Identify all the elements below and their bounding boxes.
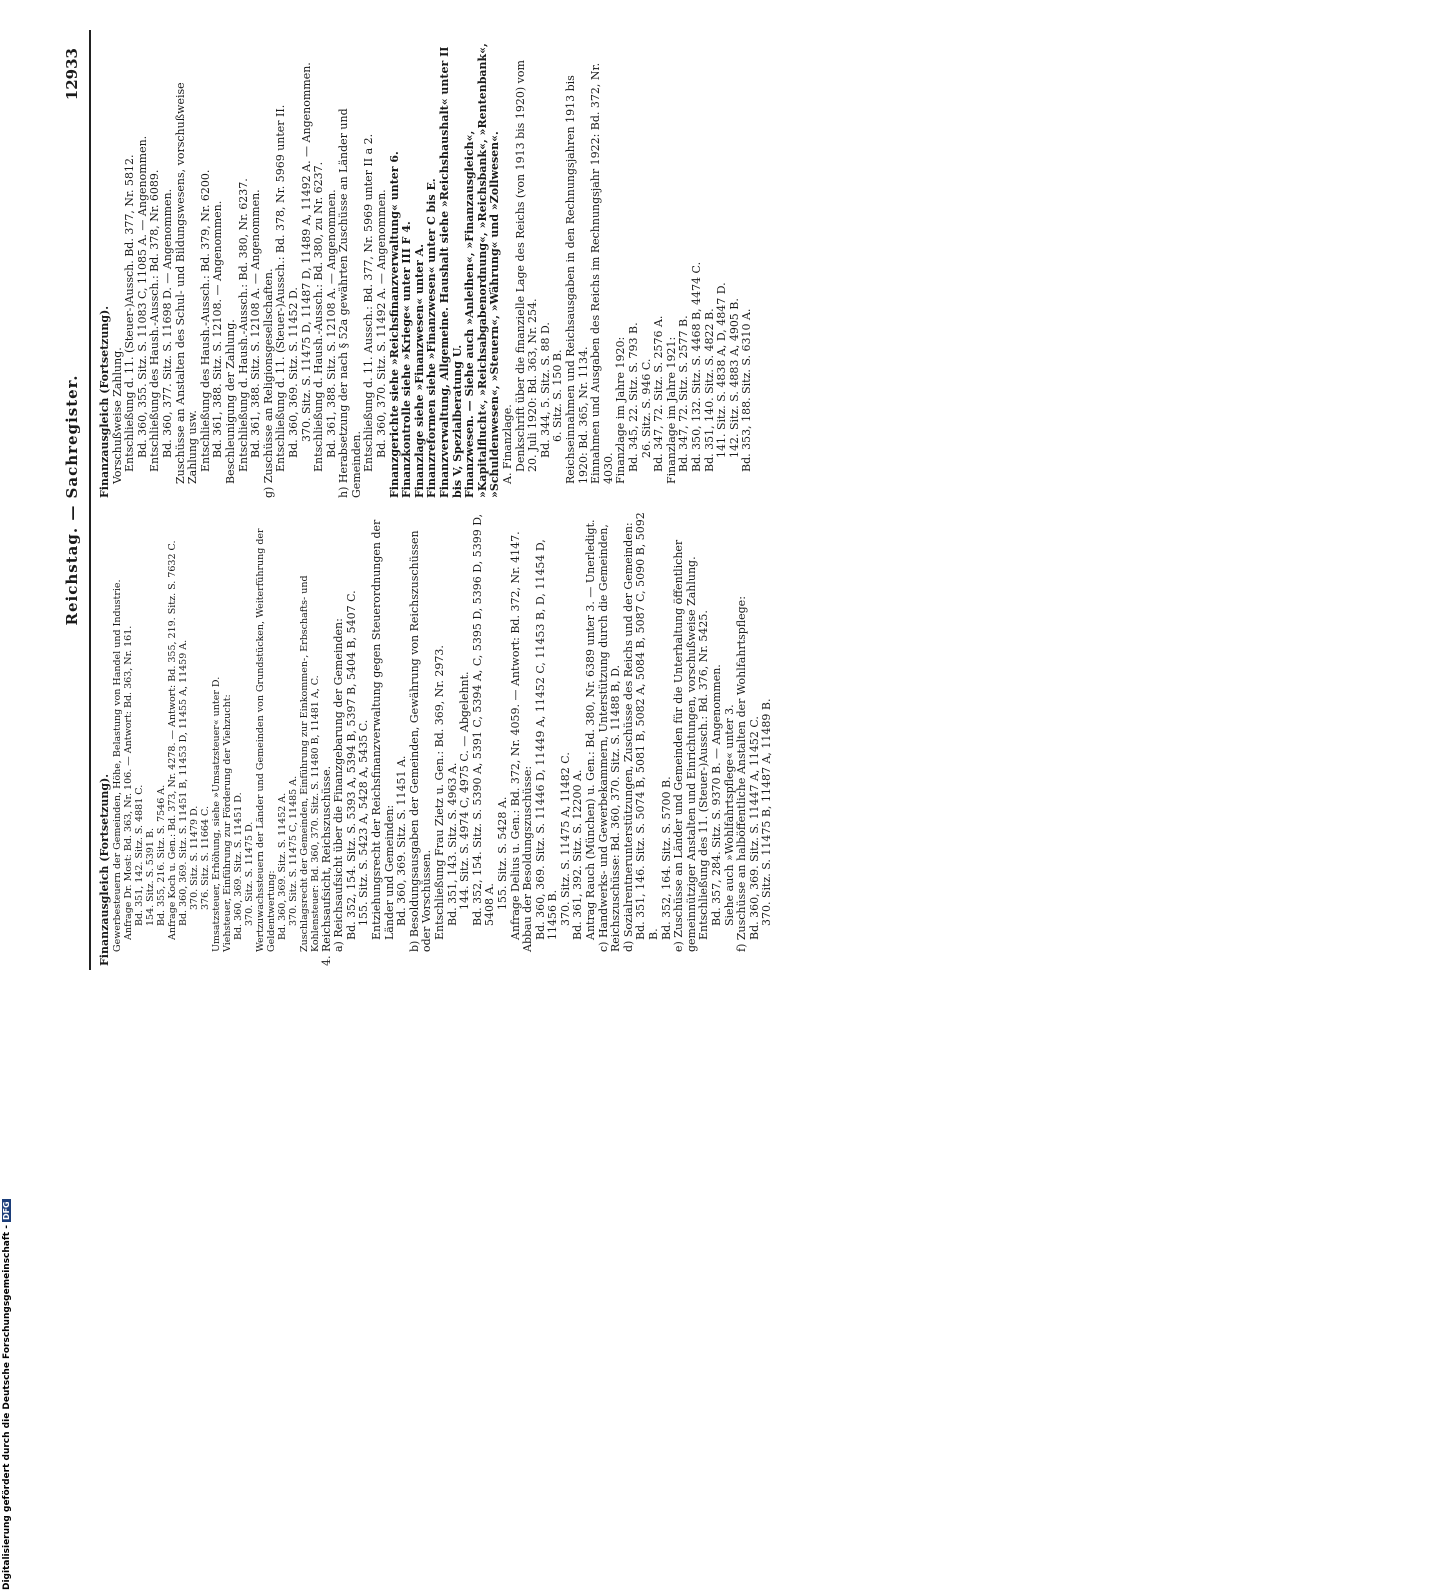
register-entry: 154. Sitz. S. 5391 B.: [144, 828, 156, 926]
register-entry: Bd. 360, 369. Sitz. S. 11452 A.: [276, 792, 288, 940]
page-number: 12933: [63, 48, 81, 101]
register-entry: Bd. 351, 140. Sitz. S. 4822 B.: [702, 308, 716, 472]
header-rule: [89, 30, 91, 970]
register-entry: Finanzgerichte siehe »Reichsfinanzverwaltung« unter 6.: [387, 151, 401, 498]
register-entry: Einnahmen und Ausgaben des Reichs im Rechnungsjahr 1922: Bd. 372, Nr. 4030.: [589, 62, 615, 484]
funding-text: Digitalisierung gefördert durch die Deutsche Forschungsgemeinschaft -: [2, 1225, 12, 1590]
register-entry: Bd. 361, 388. Sitz. S. 12108. — Angenommen.: [211, 200, 225, 458]
register-entry: Bd. 360, 369. Sitz. S. 11446 D, 11449 A, 11452 C, 11453 B, D, 11454 D, 11456 B.: [533, 539, 560, 940]
register-entry: Siehe auch »Wohlfahrtspflege« unter 3.: [722, 704, 736, 926]
register-entry: Bd. 357, 284. Sitz. S. 9370 B. — Angenommen.: [710, 664, 723, 926]
register-entry: Gewerbesteuern der Gemeinden, Höhe, Belastung von Handel und Industrie.: [111, 579, 123, 952]
register-entry: Anfrage Dr. Most: Bd. 363, Nr. 106. — Antwort: Bd. 363, Nr. 161.: [122, 625, 134, 940]
register-entry: Bd. 360, 369. Sitz. S. 11451 A.: [395, 755, 409, 926]
register-entry: 370. Sitz. S. 11479 D.: [188, 805, 200, 910]
register-entry: 376. Sitz. S. 11664 C.: [199, 806, 211, 910]
register-entry: Beschleunigung der Zahlung.: [223, 319, 237, 484]
register-entry: 155. Sitz. S. 5428 A.: [495, 796, 509, 910]
register-entry: 370. Sitz. S. 11475 D.: [243, 821, 255, 926]
register-entry: 26. Sitz. S. 946 C.: [639, 358, 653, 458]
register-entry: Entschließung d. 11. (Steuer-)Aussch. Bd. 377, Nr. 5812.: [123, 154, 137, 472]
register-entry: 144. Sitz. S. 4974 C, 4975 C. — Abgelehnt.: [458, 671, 472, 910]
register-entry: Bd. 360, 370. Sitz. S. 11492 A. — Angenommen.: [375, 189, 389, 458]
register-entry: 370. Sitz. S. 11475 C, 11485 A.: [287, 775, 299, 926]
register-entry: Finanzausgleich (Fortsetzung).: [98, 305, 111, 498]
register-entry: 370. Sitz. S. 11475 B, 11487 A, 11489 B.: [760, 698, 774, 926]
register-entry: Anfrage Koch u. Gen.: Bd. 373, Nr. 4278. — Antwort: Bd. 355, 219. Sitz. S. 7632 C.: [166, 540, 178, 940]
register-entry: 155. Sitz. S. 5423 A, 5428 A, 5435 C.: [357, 719, 371, 926]
register-entry: Bd. 347, 72. Sitz. S. 2576 A.: [652, 315, 666, 472]
register-entry: Finanzreformen siehe »Finanzwesen« unter C bis E.: [425, 178, 439, 498]
register-entry: a) Reichsaufsicht über die Finanzgebarung der Gemeinden:: [332, 618, 346, 952]
register-entry: Finanzlage im Jahre 1920:: [614, 336, 628, 484]
register-entry: Finanzwesen. — Siehe auch »Anleihen«, »Finanzausgleich«, »Kapitalflucht«, »Reichsabgabenordnung«, »Reichsbank«, »Rentenbank«, »Schuldenwesen«, »Steuern«, »Währung« und »Zollwesen«.: [463, 43, 502, 498]
register-entry: 141. Sitz. S. 4838 A, D, 4847 D.: [715, 282, 729, 458]
left-column: [99, 511, 774, 966]
register-entry: Bd. 360, 369. Sitz. S. 11451 D.: [232, 792, 244, 940]
register-entry: Abbau der Besoldungszuschüsse:: [521, 765, 535, 952]
register-entry: 6. Sitz. S. 150 B.: [551, 349, 565, 442]
register-entry: Entschließung d. 11. (Steuer-)Aussch.: Bd. 378, Nr. 5969 unter II.: [274, 104, 288, 472]
register-entry: Bd. 360, 355. Sitz. S. 11083 C, 11085 A. — Angenommen.: [135, 135, 149, 458]
register-entry: Bd. 351, 143. Sitz. S. 4963 A.: [445, 762, 459, 926]
register-entry: Reichseinnahmen und Reichsausgaben in den Rechnungsjahren 1913 bis 1920: Bd. 365, Nr. 1134.: [563, 75, 590, 484]
funding-note: [2, 1190, 18, 1590]
register-entry: Finanzlage siehe »Finanzwesen« unter A.: [412, 243, 426, 498]
register-entry: Entschließung d. Haush.-Aussch.: Bd. 380, zu Nr. 6237.: [312, 161, 326, 472]
dfg-logo: DFG: [2, 1201, 11, 1221]
register-entry: Zuschüsse an Anstalten des Schul- und Bildungswesens, vorschußweise Zahlung usw.: [173, 82, 200, 484]
register-entry: Finanzkontrolle siehe »Kriege« unter III F 4.: [400, 221, 414, 498]
header-title: Reichstag. — Sachregister.: [63, 374, 81, 626]
register-entry: Zuschlagsrecht der Gemeinden, Einführung zur Einkommen-, Erbschafts- und Kohlensteuer: Bd. 360, 370. Sitz. S. 11480 B, 11481 A, C.: [298, 575, 321, 952]
register-entry: Vorschußweise Zahlung.: [110, 347, 124, 484]
rotated-register-page: [45, 30, 1375, 970]
register-entry: Bd. 361, 392. Sitz. S. 12200 A.: [571, 769, 585, 940]
register-entry: A. Finanzlage.: [501, 404, 514, 484]
register-entry: Entschließung d. 11. Aussch.: Bd. 377, Nr. 5969 unter II a 2.: [362, 133, 376, 472]
register-entry: Bd. 351, 146. Sitz. S. 5074 B, 5081 B, 5082 A, 5084 B, 5087 C, 5090 B, 5092 B.: [634, 512, 661, 940]
register-entry: d) Sozialrentnerunterstützungen, Zuschüsse des Reichs und der Gemeinden:: [621, 522, 635, 952]
register-entry: 370. Sitz. S. 11475 A, 11482 C.: [558, 752, 572, 926]
register-entry: Entschließung d. Haush.-Aussch.: Bd. 380, Nr. 6237.: [236, 178, 250, 472]
register-entry: Bd. 352, 154. Sitz. S. 5393 A, 5394 B, 5397 B, 5404 B, 5407 C.: [344, 590, 358, 940]
register-entry: Anfrage Delius u. Gen.: Bd. 372, Nr. 4059. — Antwort: Bd. 372, Nr. 4147.: [508, 531, 522, 940]
register-entry: Wertzuwachssteuern der Länder und Gemeinden von Grundstücken, Weiterführung der Geldentwertung:: [254, 528, 277, 952]
right-column: [99, 43, 754, 498]
register-entry: Bd. 360, 369. Sitz. S. 11452 D.: [286, 287, 300, 458]
register-entry: Bd. 347, 72. Sitz. S. 2577 B.: [677, 315, 691, 472]
register-entry: Bd. 355, 216. Sitz. S. 7546 A.: [155, 784, 167, 926]
register-entry: Bd. 345, 22. Sitz. S. 793 B.: [626, 322, 640, 472]
register-entry: Bd. 352, 164. Sitz. S. 5700 B.: [659, 776, 673, 940]
register-entry: Entschließung Frau Zietz u. Gen.: Bd. 369, Nr. 2973.: [432, 645, 446, 940]
page-header: [63, 30, 89, 970]
register-entry: c) Handwerks- und Gewerbekammern, Unterstützung durch die Gemeinden, Reichszuschüsse: Bd. 360, 370. Sitz. S. 11488 B, D.: [596, 524, 623, 952]
register-entry: Bd. 344, 5. Sitz. S. 88 D.: [538, 322, 552, 458]
register-entry: Bd. 351, 142. Sitz. S. 4881 C.: [133, 784, 145, 926]
register-entry: Bd. 350, 132. Sitz. S. 4468 B, 4474 C.: [689, 261, 703, 472]
register-entry: Viehsteuer, Einführung zur Förderung der Viehzucht:: [221, 694, 233, 952]
register-entry: Finanzausgleich (Fortsetzung).: [98, 773, 111, 966]
register-entry: Bd. 353, 188. Sitz. S. 6310 A.: [740, 308, 754, 472]
register-entry: 142. Sitz. S. 4883 A, 4905 B.: [727, 298, 741, 458]
register-entry: Bd. 361, 388. Sitz. S. 12108 A. — Angenommen.: [324, 189, 338, 458]
register-entry: Bd. 352, 154. Sitz. S. 5390 A, 5391 C, 5394 A, C, 5395 D, 5396 D, 5399 D, 5408 A.: [470, 513, 497, 926]
register-entry: Antrag Rauch (München) u. Gen.: Bd. 380, Nr. 6389 unter 3. — Unerledigt.: [584, 519, 598, 940]
register-entry: Umsatzsteuer, Erhöhung, siehe »Umsatzsteuer« unter D.: [210, 676, 222, 952]
register-entry: Finanzverwaltung, Allgemeine. Haushalt siehe »Reichshaushalt« unter II bis V, Spezialberatung U.: [438, 46, 464, 498]
register-entry: Denkschrift über die finanzielle Lage des Reichs (von 1913 bis 1920) vom 20. Juli 1920: Bd. 363, Nr. 254.: [513, 60, 540, 472]
register-entry: g) Zuschüsse an Religionsgesellschaften.: [261, 268, 275, 498]
register-entry: 4. Reichsaufsicht, Reichszuschüsse.: [319, 765, 333, 966]
register-entry: Finanzlage im Jahre 1921:: [664, 336, 678, 484]
register-entry: Bd. 360, 369. Sitz. S. 11447 A, 11452 C.: [747, 716, 761, 940]
register-entry: Entschließung des Haush.-Aussch.: Bd. 379, Nr. 6200.: [198, 169, 212, 472]
register-entry: h) Herabsetzung der nach § 52a gewährten Zuschüsse an Länder und Gemeinden.: [337, 108, 363, 498]
register-entry: e) Zuschüsse an Länder und Gemeinden für die Unterhaltung öffentlicher gemeinnütziger Anstalten und Einrichtungen, vorschußweise Zahlung.: [672, 539, 698, 952]
register-entry: b) Besoldungsausgaben der Gemeinden, Gewährung von Reichszuschüssen oder Vorschüssen.: [407, 530, 434, 952]
register-entry: Bd. 360, 377. Sitz. S. 11698 D. — Angenommen.: [160, 188, 174, 458]
register-entry: Bd. 361, 388. Sitz. S. 12108 A. — Angenommen.: [249, 189, 263, 458]
register-entry: f) Zuschüsse an halböffentliche Anstalten der Wohlfahrtspflege:: [735, 596, 749, 952]
register-entry: Entziehungsrecht der Reichsfinanzverwaltung gegen Steuerordnungen der Länder und Gemeinden:: [369, 519, 396, 940]
register-entry: Entschließung des Haush.-Aussch.: Bd. 378, Nr. 6089.: [148, 169, 162, 472]
register-entry: 370. Sitz. S. 11475 D, 11487 D, 11489 A, 11492 A. — Angenommen.: [299, 62, 313, 442]
register-entry: Entschließung des 11. (Steuer-)Aussch.: Bd. 376, Nr. 5425.: [697, 610, 711, 940]
register-entry: Bd. 360, 369. Sitz. S. 11451 B, 11453 D, 11455 A, 11459 A.: [177, 639, 189, 926]
